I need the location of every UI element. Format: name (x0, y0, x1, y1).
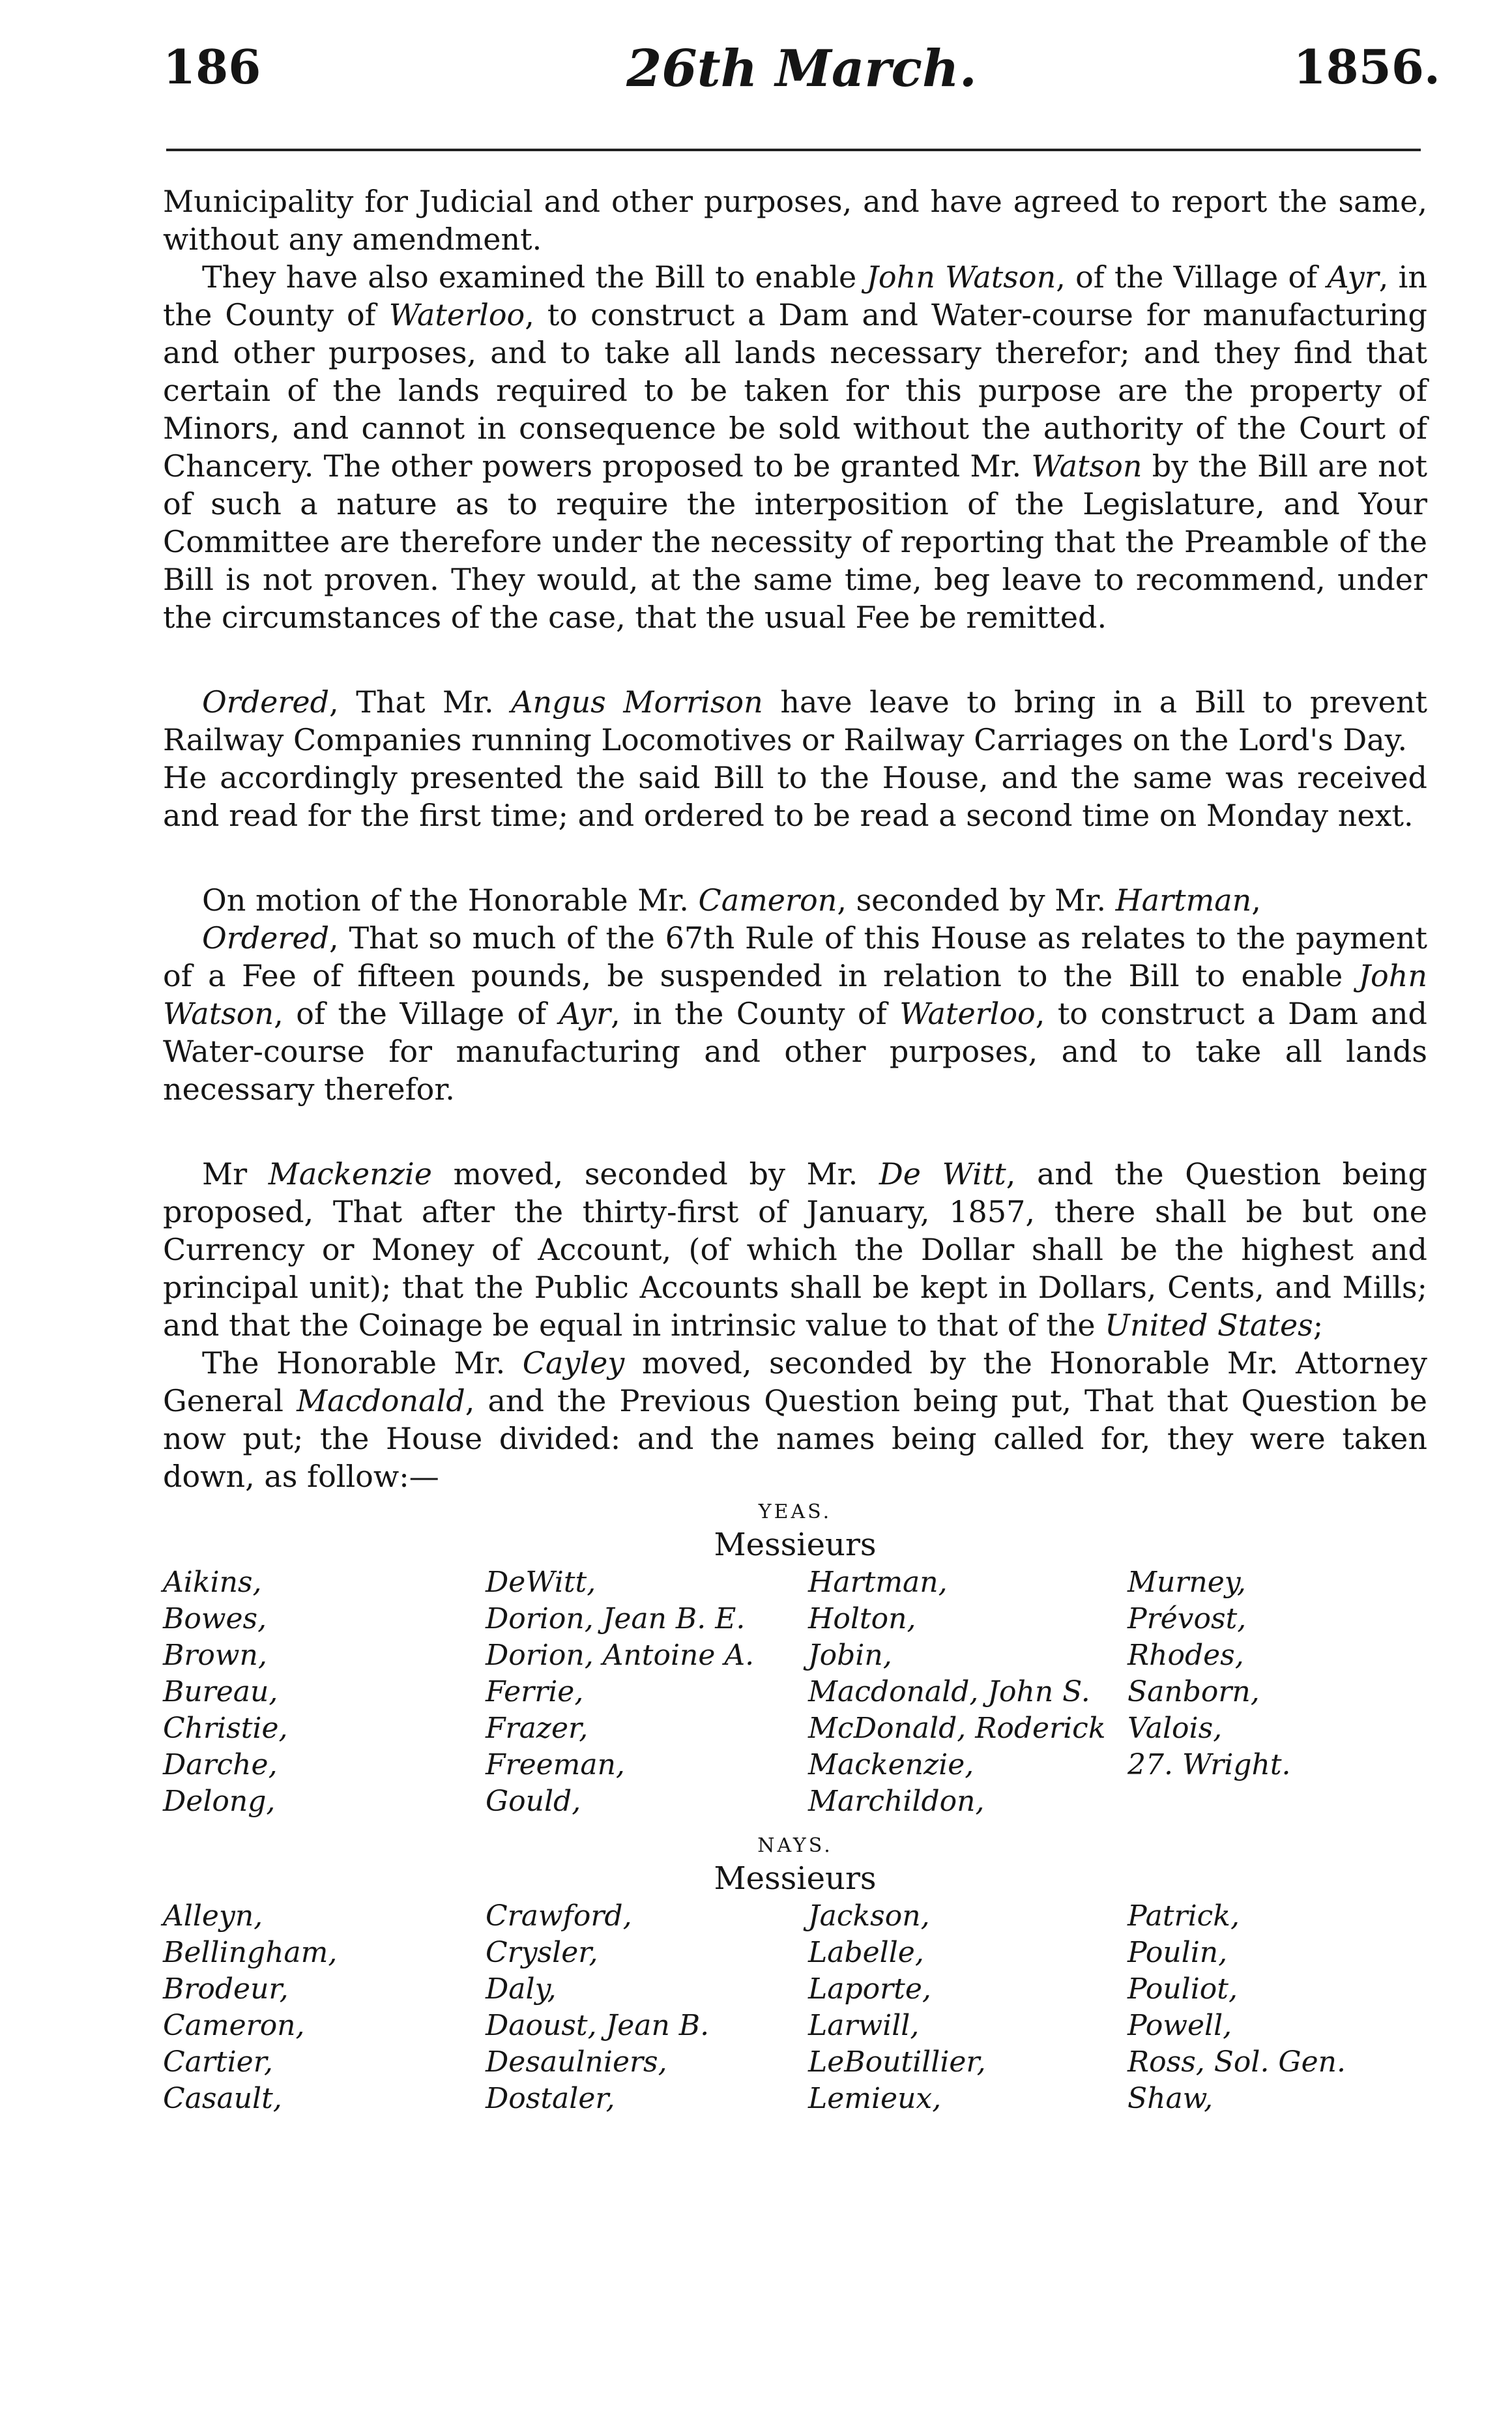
member-name: Bureau, (163, 1675, 278, 1708)
member-name: DeWitt, (486, 1566, 596, 1599)
member-name: LeBoutillier, (808, 2045, 986, 2079)
nays-column (808, 1898, 1127, 2117)
text-run: , in the County of (611, 996, 900, 1031)
nays-heading: NAYS. (757, 1834, 833, 1857)
text-run: They have also examined the Bill to enable (202, 259, 867, 295)
member-name: Frazer, (486, 1712, 589, 1745)
yeas-list (163, 1564, 1427, 1820)
member-name: Dorion, Jean B. E. (486, 1602, 746, 1635)
paragraph-currency-motion (163, 1155, 1427, 1344)
member-name: Macdonald, John S. (808, 1675, 1090, 1708)
text-run: , of the Village of (1056, 259, 1328, 295)
place-run: Waterloo (899, 996, 1036, 1031)
paragraph-morrison-order (163, 683, 1427, 759)
member-name: Jobin, (808, 1639, 892, 1672)
member-name: Freeman, (486, 1748, 625, 1781)
paragraph-cameron-motion (163, 881, 1427, 919)
member-name: McDonald, Roderick (808, 1712, 1106, 1745)
member-name: Hartman, (808, 1566, 948, 1599)
yeas-column (1127, 1564, 1427, 1820)
member-name: Sanborn, (1127, 1675, 1260, 1708)
member-name: Prévost, (1127, 1602, 1247, 1635)
member-name: Laporte, (808, 1972, 931, 2006)
member-name: Shaw, (1127, 2082, 1214, 2115)
member-name: Daly, (486, 1972, 557, 2006)
text-run: , of the Village of (274, 996, 559, 1031)
nays-column (163, 1898, 486, 2117)
ordered-run: Ordered (202, 684, 330, 720)
member-name: Mackenzie, (808, 1748, 974, 1781)
member-name: Cartier, (163, 2045, 273, 2079)
member-name: Marchildon, (808, 1785, 985, 1818)
text-run: , and the Question being proposed, That after the thirty-first of January, 1857, there shall be but one Currency or Money of Account, (of which the Dollar shall be the highest and principal unit); that the Public Accounts shall be kept in Dollars, Cents, and Mills; and that the Coinage be equal in intrinsic value to that of the (163, 1156, 1427, 1343)
member-name: Powell, (1127, 2009, 1232, 2042)
text-run: moved, seconded by the Honorable Mr. Attorney General (163, 1345, 1427, 1418)
member-name: Darche, (163, 1748, 278, 1781)
member-name: Daoust, Jean B. (486, 2009, 710, 2042)
member-name: Desaulniers, (486, 2045, 667, 2079)
yeas-subheading: Messieurs (714, 1527, 877, 1563)
name-run: Mackenzie (268, 1156, 432, 1192)
member-name: Pouliot, (1127, 1972, 1238, 2006)
text-run: On motion of the Honorable Mr. (202, 883, 699, 918)
place-run: Ayr (1327, 259, 1379, 295)
nays-column (486, 1898, 808, 2117)
member-name: Rhodes, (1127, 1639, 1244, 1672)
text-run: , and the Previous Question being put, That that Question be now put; the House divided: and the names being called for, they were taken down, as follow:— (163, 1383, 1427, 1494)
member-name: Cameron, (163, 2009, 305, 2042)
journal-body (163, 183, 1427, 2121)
text-run: , in the County of (163, 259, 1427, 332)
name-run: John Watson (163, 958, 1427, 1031)
member-name: Patrick, (1127, 1899, 1240, 1933)
member-name: 27. Wright. (1127, 1748, 1291, 1781)
text-run: have leave to bring in a Bill to prevent Railway Companies running Locomotives or Railway Carriages on the Lord's Day. (163, 684, 1427, 757)
member-name: Valois, (1127, 1712, 1223, 1745)
yeas-column (808, 1564, 1127, 1820)
name-run: Watson (1031, 448, 1142, 484)
paragraph-watson-bill (163, 258, 1427, 636)
text-run: , to construct a Dam and Water-course for manufacturing and other purposes, and to take all lands necessary therefor; and they find that certain of the lands required to be taken for this purpose are the property of Minors, and cannot in consequence be sold without the authority of the Court of Chancery. The other powers proposed to be granted Mr. (163, 297, 1427, 484)
member-name: Delong, (163, 1785, 276, 1818)
member-name: Aikins, (163, 1566, 262, 1599)
text-run: , to construct a Dam and Water-course for manufacturing and other purposes, and to take all lands necessary therefor. (163, 996, 1427, 1107)
place-run: Waterloo (388, 297, 525, 332)
member-name: Poulin, (1127, 1936, 1228, 1969)
nays-list (163, 1898, 1427, 2117)
header-rule (166, 149, 1421, 151)
paragraph-previous-question (163, 1344, 1427, 1495)
text-run: The Honorable Mr. (202, 1345, 523, 1381)
page-year: 1856. (1293, 39, 1440, 95)
member-name: Ferrie, (486, 1675, 584, 1708)
yeas-column (486, 1564, 808, 1820)
nays-column (1127, 1898, 1427, 2117)
ordered-run: Ordered (202, 920, 330, 956)
member-name: Larwill, (808, 2009, 920, 2042)
member-name: Dorion, Antoine A. (486, 1639, 755, 1672)
page-header (163, 33, 1440, 111)
page-date: 26th March. (626, 39, 977, 98)
member-name: Brown, (163, 1639, 267, 1672)
nays-subheading: Messieurs (714, 1860, 877, 1897)
yeas-column (163, 1564, 486, 1820)
member-name: Dostaler, (486, 2082, 615, 2115)
member-name: Casault, (163, 2082, 282, 2115)
member-name: Christie, (163, 1712, 288, 1745)
paragraph-committee-report: Municipality for Judicial and other purposes, and have agreed to report the same, without any amendment. (163, 184, 1427, 257)
member-name: Crysler, (486, 1936, 598, 1969)
text-run: , (1251, 883, 1261, 918)
name-run: De Witt (879, 1156, 1006, 1192)
text-run: by the Bill are not of such a nature as to require the interposition of the Legislature, and Your Committee are therefore under the necessity of reporting that the Preamble of the Bill is not proven. They would, at the same time, beg leave to recommend, under the circumstances of the case, that the usual Fee be remitted. (163, 448, 1427, 635)
text-run: Mr (202, 1156, 269, 1192)
name-run: Cameron (698, 883, 837, 918)
member-name: Lemieux, (808, 2082, 942, 2115)
name-run: Cayley (522, 1345, 625, 1381)
name-run: John Watson (866, 259, 1056, 295)
member-name: Bellingham, (163, 1936, 338, 1969)
text-run: moved, seconded by Mr. (431, 1156, 879, 1192)
paragraph-bill-presented: He accordingly presented the said Bill to the House, and the same was received and read for the first time; and ordered to be read a second time on Monday next. (163, 760, 1427, 833)
member-name: Holton, (808, 1602, 916, 1635)
member-name: Gould, (486, 1785, 581, 1818)
member-name: Crawford, (486, 1899, 632, 1933)
text-run: , That so much of the 67th Rule of this House as relates to the payment of a Fee of fifteen pounds, be suspended in relation to the Bill to enable (163, 920, 1427, 993)
page-number: 186 (163, 39, 261, 95)
member-name: Jackson, (808, 1899, 930, 1933)
member-name: Bowes, (163, 1602, 267, 1635)
member-name: Murney, (1127, 1566, 1246, 1599)
yeas-heading: YEAS. (758, 1500, 832, 1523)
name-run: Macdonald (297, 1383, 465, 1418)
name-run: Hartman (1115, 883, 1252, 918)
paragraph-fee-order (163, 919, 1427, 1108)
text-run: , That Mr. (329, 684, 512, 720)
name-run: Angus Morrison (511, 684, 763, 720)
member-name: Brodeur, (163, 1972, 289, 2006)
place-run: Ayr (559, 996, 611, 1031)
member-name: Ross, Sol. Gen. (1127, 2045, 1346, 2079)
member-name: Alleyn, (163, 1899, 263, 1933)
text-run: , seconded by Mr. (837, 883, 1116, 918)
place-run: United States (1105, 1308, 1313, 1343)
member-name: Labelle, (808, 1936, 924, 1969)
text-run: ; (1313, 1308, 1324, 1343)
